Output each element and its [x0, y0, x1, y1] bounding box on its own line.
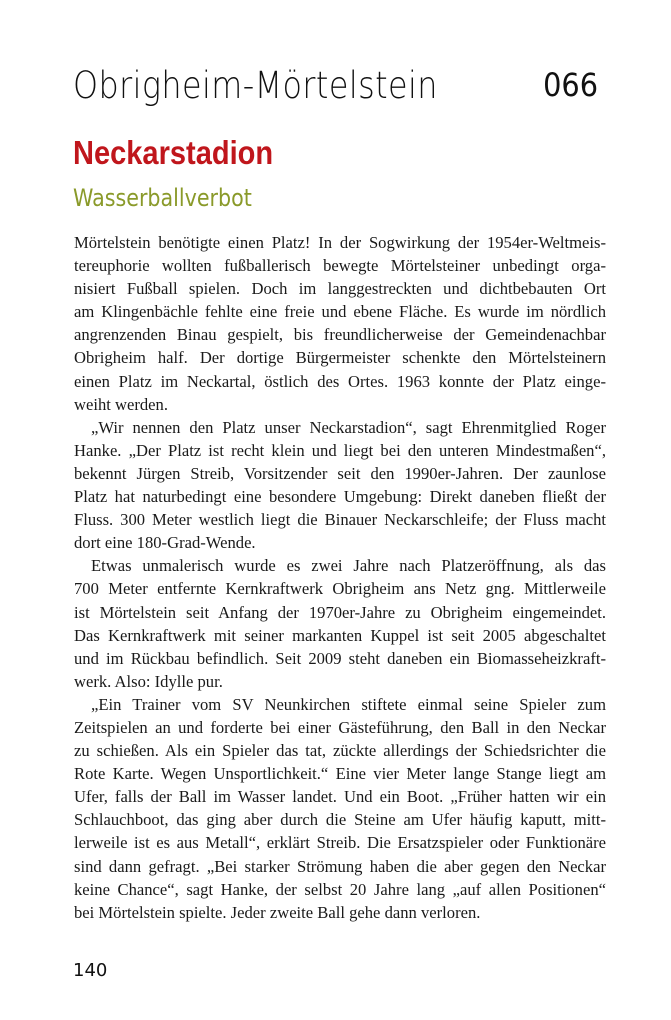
- paragraph: [74, 231, 606, 416]
- text-line: Schlauchboot, das ging aber durch die Steine am Ufer häufig kaputt, mitt-: [74, 810, 606, 830]
- text-line: dort eine 180-Grad-Wende.: [74, 533, 256, 553]
- text-line: „Ein Trainer vom SV Neunkirchen stiftete einmal seine Spieler zum: [91, 694, 606, 714]
- text-line: werk. Also: Idylle pur.: [74, 671, 223, 691]
- text-line: 700 Meter entfernte Kernkraftwerk Obrigheim ans Netz gng. Mittlerweile: [74, 579, 606, 599]
- text-line: Platz hat naturbedingt eine besondere Umgebung: Direkt daneben fließt der: [74, 487, 606, 507]
- body-text: [74, 231, 606, 924]
- text-line: weiht werden.: [74, 394, 168, 414]
- chapter-subtitle: Wasserballverbot: [73, 184, 252, 212]
- text-line: einen Platz im Neckartal, östlich des Ortes. 1963 konnte der Platz einge-: [74, 371, 606, 391]
- entry-number: 066: [543, 66, 598, 104]
- text-line: und im Rückbau befindlich. Seit 2009 steht daneben ein Biomasseheizkraft-: [74, 648, 606, 668]
- paragraph: [74, 554, 606, 693]
- place-heading: Obrigheim-Mörtelstein: [73, 64, 438, 107]
- paragraph: [74, 416, 606, 555]
- text-line: Obrigheim half. Der dortige Bürgermeister schenkte den Mörtelsteinern: [74, 348, 606, 368]
- page-number: 140: [73, 960, 108, 981]
- text-line: Etwas unmalerisch wurde es zwei Jahre nach Platzeröffnung, als das: [91, 556, 606, 576]
- stadium-title: Neckarstadion: [73, 134, 274, 171]
- text-line: tereuphorie wollten fußballerisch bewegte Mörtelsteiner unbedingt orga-: [74, 256, 606, 276]
- text-line: bekennt Jürgen Streib, Vorsitzender seit den 1990er-Jahren. Der zaunlose: [74, 463, 606, 483]
- text-line: Ufer, falls der Ball im Wasser landet. Und ein Boot. „Früher hatten wir ein: [74, 787, 606, 807]
- text-line: Mörtelstein benötigte einen Platz! In der Sogwirkung der 1954er-Weltmeis-: [74, 233, 606, 252]
- text-line: Fluss. 300 Meter westlich liegt die Binauer Neckarschleife; der Fluss macht: [74, 510, 606, 530]
- text-line: „Wir nennen den Platz unser Neckarstadion“, sagt Ehrenmitglied Roger: [91, 417, 606, 437]
- text-line: angrenzenden Binau gespielt, bis freundlicherweise der Gemeindenachbar: [74, 325, 606, 345]
- text-line: zu schießen. Als ein Spieler das tat, zückte allerdings der Schiedsrichter die: [74, 741, 606, 761]
- text-line: am Klingenbächle fehlte eine freie und ebene Fläche. Es wurde im nördlich: [74, 302, 606, 322]
- text-line: Zeitspielen an und forderte bei einer Gästeführung, den Ball in den Neckar: [74, 717, 606, 737]
- running-header: [73, 64, 598, 114]
- paragraph: [74, 693, 606, 924]
- text-line: nisiert Fußball spielen. Doch im langgestreckten und dichtbebauten Ort: [74, 279, 606, 299]
- text-line: bei Mörtelstein spielte. Jeder zweite Ball gehe dann verloren.: [74, 902, 481, 922]
- text-line: lerweile ist es aus Metall“, erklärt Streib. Die Ersatzspieler oder Funktionäre: [74, 833, 606, 853]
- text-line: sind dann gefragt. „Bei starker Strömung haben die aber gegen den Neckar: [74, 856, 606, 876]
- text-line: Hanke. „Der Platz ist recht klein und liegt bei den unteren Mindestmaßen“,: [74, 440, 606, 460]
- text-line: ist Mörtelstein seit Anfang der 1970er-Jahre zu Obrigheim eingemeindet.: [74, 602, 606, 622]
- text-line: Rote Karte. Wegen Unsportlichkeit.“ Eine vier Meter lange Stange liegt am: [74, 764, 606, 784]
- text-line: Das Kernkraftwerk mit seiner markanten Kuppel ist seit 2005 abgeschaltet: [74, 625, 606, 645]
- text-line: keine Chance“, sagt Hanke, der selbst 20 Jahre lang „auf allen Positionen“: [74, 879, 606, 899]
